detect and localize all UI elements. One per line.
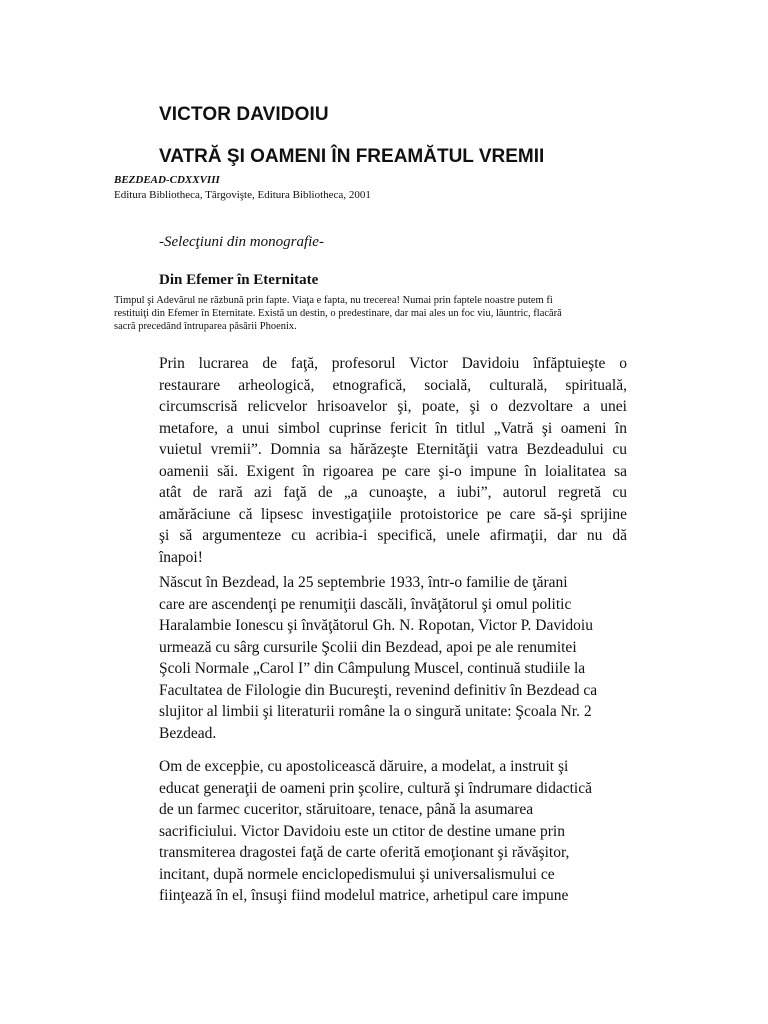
paragraph-line: şi să argumenteze cu acribia-i specifică, unele afirmaţii, dar nu dă [159,527,627,544]
paragraph-line: sacrificiului. Victor Davidoiu este un ctitor de destine umane prin [159,822,565,840]
paragraph-2 [159,572,627,744]
paragraph-line: metafore, a unui simbol cuprinse fericit în titlul „Vatră şi oameni în [159,419,627,437]
publisher-info: Editura Bibliotheca, Târgovişte, Editura Bibliotheca, 2001 [114,189,371,201]
paragraph-line: Prin lucrarea de faţă, profesorul Victor Davidoiu înfăptuieşte o [159,355,627,372]
paragraph-line: atât de rară azi faţă de „a cunoaşte, a iubi”, autorul regretă cu [159,484,627,501]
author-name: VICTOR DAVIDOIU [159,104,329,125]
book-title: VATRĂ ŞI OAMENI ÎN FREAMĂTUL VREMII [159,146,545,167]
paragraph-line: înapoi! [159,548,203,566]
paragraph-line: Bezdead. [159,724,217,742]
paragraph-line: transmiterea dragostei faţă de carte oferită emoţionant şi răvăşitor, [159,844,570,861]
paragraph-line: Om de excepþie, cu apostolicească dăruire, a modelat, a instruit şi [159,758,569,775]
paragraph-line: Născut în Bezdead, la 25 septembrie 1933, într-o familie de ţărani [159,574,568,591]
section-heading: Din Efemer în Eternitate [159,272,319,288]
paragraph-1 [159,353,627,568]
paragraph-line: educat generaţii de oameni prin şcolire, cultură şi îndrumare didactică [159,779,592,797]
section-motto [114,294,654,333]
selection-note: -Selecţiuni din monografie- [159,234,324,250]
series-code: BEZDEAD-CDXXVIII [114,174,220,186]
paragraph-line: amărăciune că lipsesc investigaţiile protoistorice pe care să-şi sprijine [159,505,627,523]
paragraph-line: oamenii săi. Exigent în rigoarea pe care şi-o impune în loialitatea sa [159,462,627,480]
paragraph-line: Şcoli Normale „Carol I” din Câmpulung Muscel, continuă studiile la [159,660,586,677]
motto-line: restituiţi din Efemer în Eternitate. Există un destin, o predestinare, dar mai ales un foc viu, lăuntric, flacără [114,308,562,319]
paragraph-line: de un farmec cuceritor, stăruitoare, tenace, până la asumarea [159,801,534,818]
motto-line: Timpul şi Adevărul ne răzbună prin fapte. Viaţa e fapta, nu trecerea! Numai prin faptele noastre putem fi [114,295,553,306]
motto-line: sacră precedând întruparea păsării Phoenix. [114,321,297,332]
paragraph-line: Facultatea de Filologie din Bucureşti, revenind definitiv în Bezdead ca [159,681,598,699]
paragraph-line: vuietul vremii”. Domnia sa hărăzeşte Eternităţii vatra Bezdeadului cu [159,441,627,458]
paragraph-line: circumscrisă relicvelor hrisoavelor şi, poate, şi o dezvoltare a unei [159,398,627,415]
paragraph-line: incitant, după normele enciclopedismului şi universalismului ce [159,865,555,883]
paragraph-3 [159,756,627,907]
paragraph-line: urmează cu sârg cursurile Şcolii din Bezdead, apoi pe ale renumitei [159,638,577,656]
paragraph-line: fiinţează în el, însuşi fiind modelul matrice, arhetipul care impune [159,887,569,904]
paragraph-line: care are ascendenţi pe renumiţii dascăli, învăţătorul şi omul politic [159,595,572,613]
paragraph-line: restaurare arheologică, etnografică, socială, culturală, spirituală, [159,376,627,394]
paragraph-line: Haralambie Ionescu şi învăţătorul Gh. N. Ropotan, Victor P. Davidoiu [159,617,593,634]
paragraph-line: slujitor al limbii şi literaturii române la o singură unitate: Şcoala Nr. 2 [159,703,592,720]
